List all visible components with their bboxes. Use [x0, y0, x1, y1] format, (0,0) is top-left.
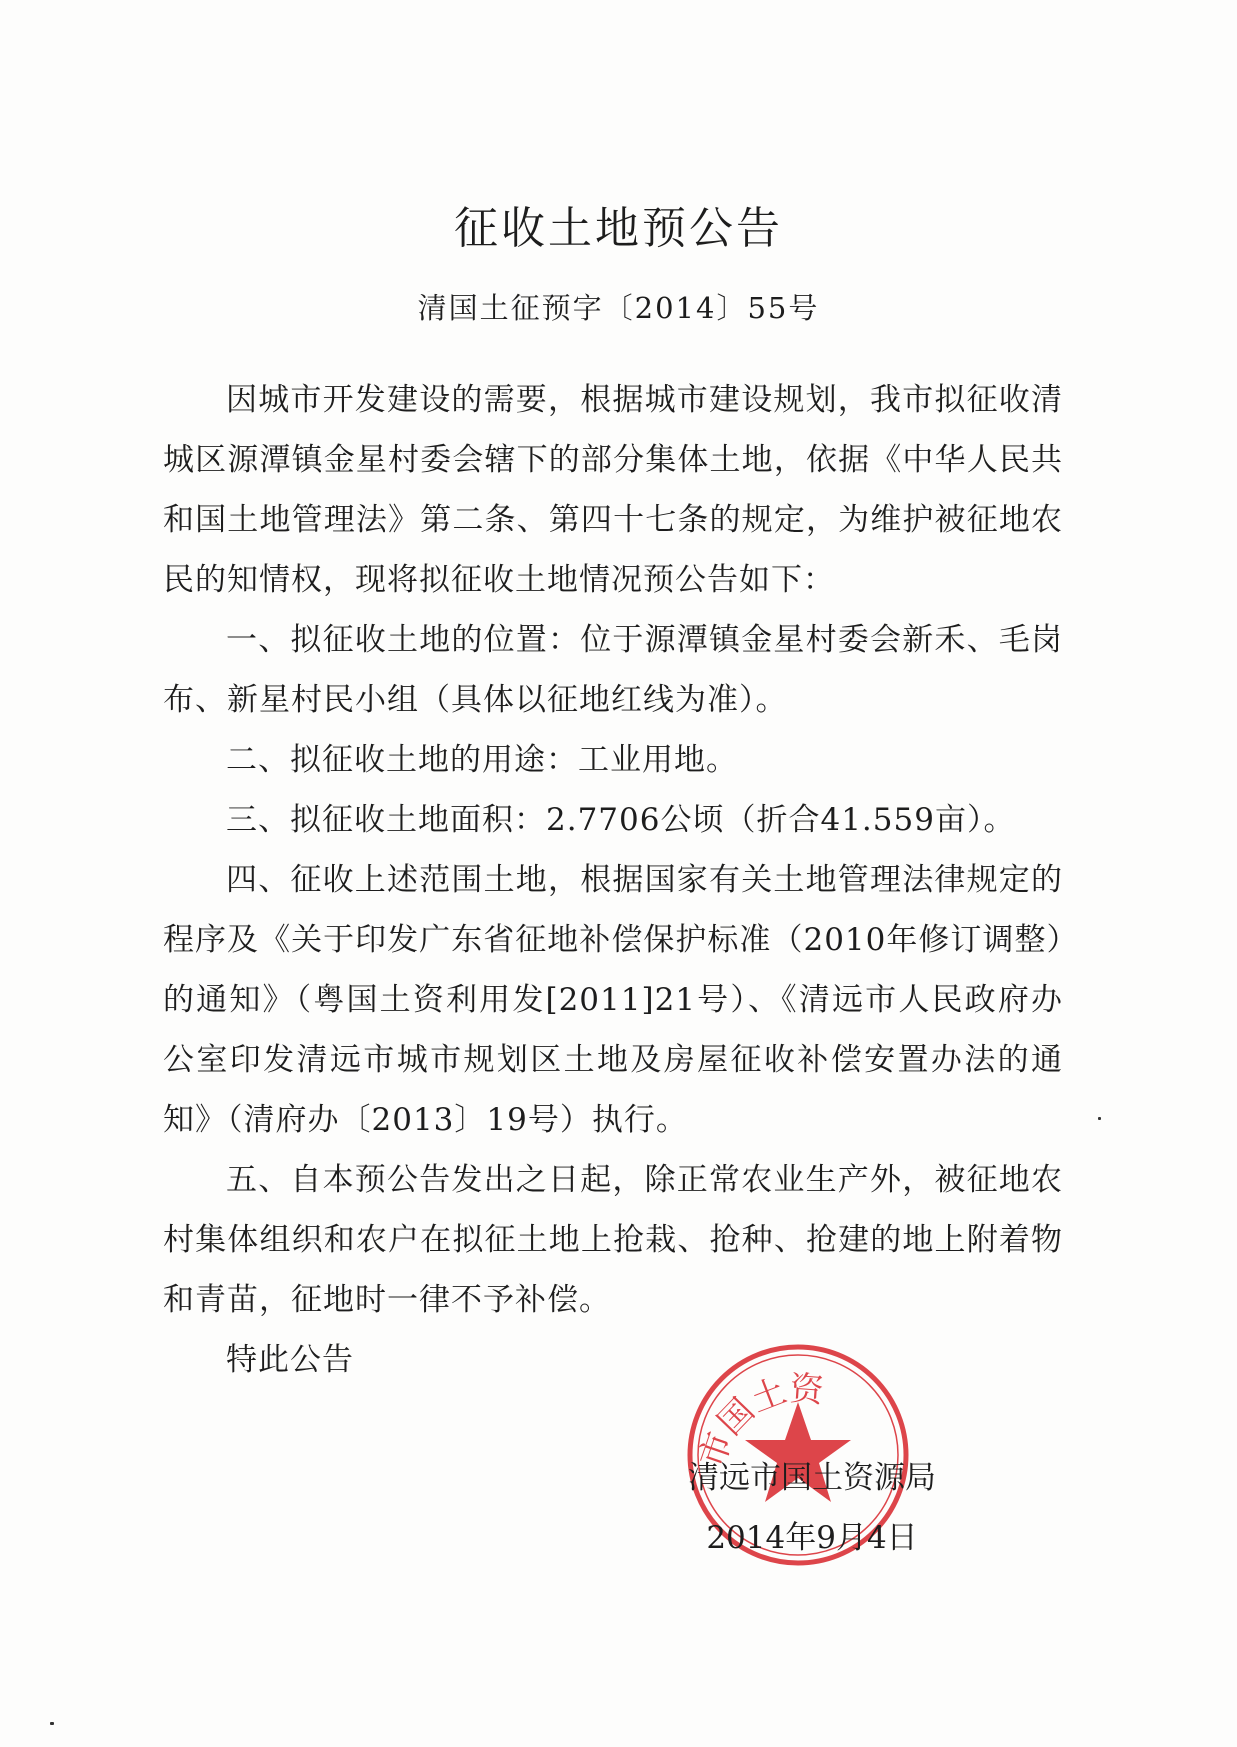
paragraph-usage: 二、拟征收土地的用途：工业用地。 [226, 742, 738, 778]
document-title: 征收土地预公告 [454, 203, 783, 254]
paragraph-area: 三、拟征收土地面积：2.7706公顷（折合41.559亩）。 [226, 802, 1016, 838]
paragraph-location: 一、拟征收土地的位置：位于源潭镇金星村委会新禾、毛岗布、新星村民小组（具体以征地红线为准）。 [163, 622, 1063, 718]
scan-speck [1098, 1117, 1101, 1120]
paragraph-no-compensation: 五、自本预公告发出之日起，除正常农业生产外，被征地农村集体组织和农户在拟征土地上抢栽、抢种、抢建的地上附着物和青苗，征地时一律不予补偿。 [163, 1162, 1063, 1318]
document-number: 清国土征预字〔2014〕55号 [417, 291, 820, 325]
scan-speck [50, 1722, 54, 1725]
paragraph-intro: 因城市开发建设的需要，根据城市建设规划，我市拟征收清城区源潭镇金星村委会辖下的部分集体土地，依据《中华人民共和国土地管理法》第二条、第四十七条的规定，为维护被征地农民的知情权，现将拟征收土地情况预公告如下： [163, 382, 1063, 598]
paragraph-closing: 特此公告 [226, 1342, 354, 1378]
seal-arc-text: 市国土资 [691, 1368, 825, 1473]
signature-date: 2014年9月4日 [706, 1520, 918, 1556]
document-body [163, 370, 1063, 1390]
signature-org: 清远市国土资源局 [688, 1460, 936, 1496]
signature-block [682, 1448, 942, 1568]
paragraph-procedure: 四、征收上述范围土地，根据国家有关土地管理法律规定的程序及《关于印发广东省征地补偿保护标准（2010年修订调整）的通知》（粤国土资利用发[2011]21号）、《清远市人民政府办公室印发清远市城市规划区土地及房屋征收补偿安置办法的通知》（清府办〔2013〕19号）执行。 [163, 862, 1063, 1138]
